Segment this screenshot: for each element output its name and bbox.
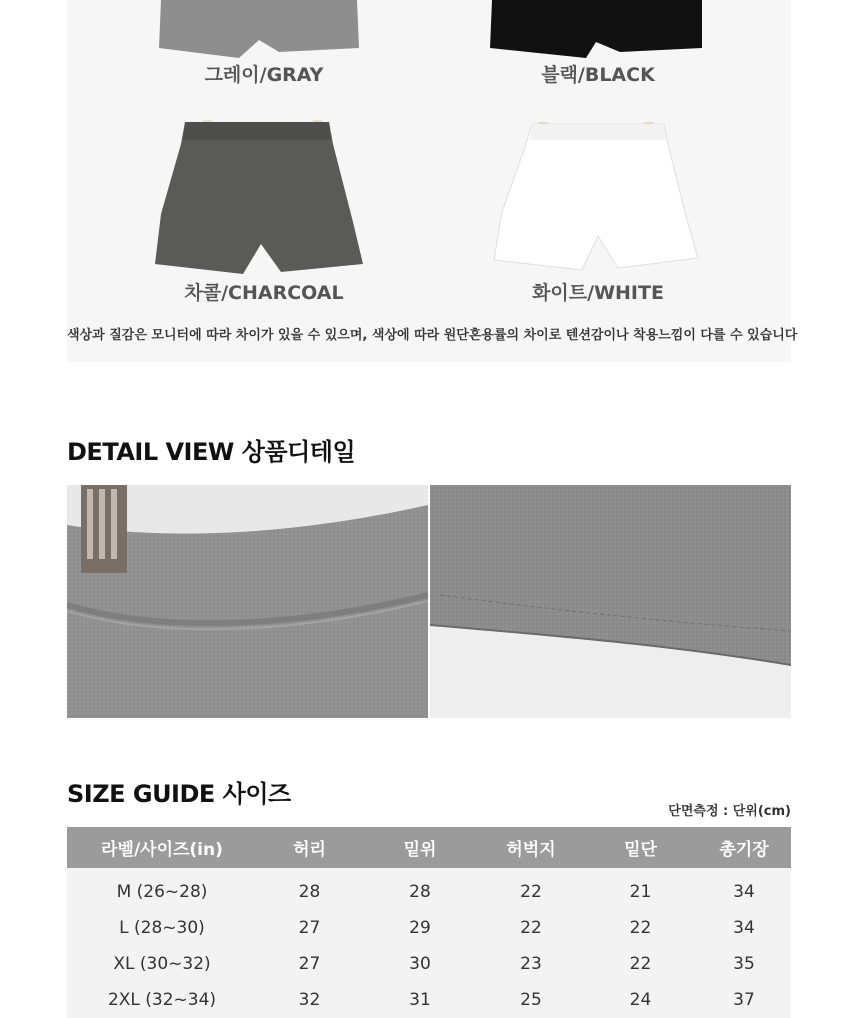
charcoal-shorts-image (153, 114, 365, 276)
cell-thigh: 22 (478, 868, 584, 910)
size-table-header-row (67, 827, 791, 868)
cell-rise: 29 (362, 910, 478, 946)
color-disclaimer: 색상과 질감은 모니터에 따라 차이가 있을 수 있으며, 색상에 따라 원단혼용률의 차이로 텐션감이나 착용느낌이 다를 수 있습니다 (67, 328, 798, 343)
cell-thigh: 23 (478, 946, 584, 982)
cell-waist: 27 (257, 910, 362, 946)
cell-waist: 27 (257, 946, 362, 982)
black-shorts-image (490, 0, 704, 60)
cell-thigh: 25 (478, 982, 584, 1018)
header-thigh: 허벅지 (478, 827, 584, 868)
size-table (67, 827, 791, 1018)
cell-total-length: 34 (697, 868, 791, 910)
swatch-label-charcoal: 차콜/CHARCOAL (184, 282, 344, 304)
table-row (67, 868, 791, 910)
measurement-unit-note: 단면측정 : 단위(cm) (668, 804, 791, 819)
swatch-label-black: 블랙/BLACK (541, 64, 655, 86)
table-row (67, 982, 791, 1018)
table-row (67, 910, 791, 946)
header-hem: 밑단 (584, 827, 697, 868)
cell-total-length: 34 (697, 910, 791, 946)
detail-photo-waistband (67, 485, 428, 718)
header-label-size: 라벨/사이즈(in) (67, 827, 257, 868)
swatch-label-white: 화이트/WHITE (532, 282, 664, 304)
header-waist: 허리 (257, 827, 362, 868)
color-options-panel (67, 0, 798, 362)
cell-size: L (28~30) (67, 910, 257, 946)
cell-rise: 31 (362, 982, 478, 1018)
cell-hem: 21 (584, 868, 697, 910)
detail-photo-hem (430, 485, 791, 718)
cell-rise: 30 (362, 946, 478, 982)
cell-size: 2XL (32~34) (67, 982, 257, 1018)
cell-size: M (26~28) (67, 868, 257, 910)
cell-total-length: 35 (697, 946, 791, 982)
header-rise: 밑위 (362, 827, 478, 868)
cell-waist: 28 (257, 868, 362, 910)
gray-shorts-image (159, 0, 359, 60)
cell-hem: 22 (584, 910, 697, 946)
cell-hem: 22 (584, 946, 697, 982)
cell-rise: 28 (362, 868, 478, 910)
detail-view-title: DETAIL VIEW 상품디테일 (67, 438, 356, 466)
size-guide-title: SIZE GUIDE 사이즈 (67, 780, 291, 808)
cell-hem: 24 (584, 982, 697, 1018)
swatch-label-gray: 그레이/GRAY (204, 64, 324, 86)
cell-total-length: 37 (697, 982, 791, 1018)
cell-waist: 32 (257, 982, 362, 1018)
white-shorts-image (492, 116, 702, 274)
cell-thigh: 22 (478, 910, 584, 946)
table-row (67, 946, 791, 982)
header-total-length: 총기장 (697, 827, 791, 868)
cell-size: XL (30~32) (67, 946, 257, 982)
